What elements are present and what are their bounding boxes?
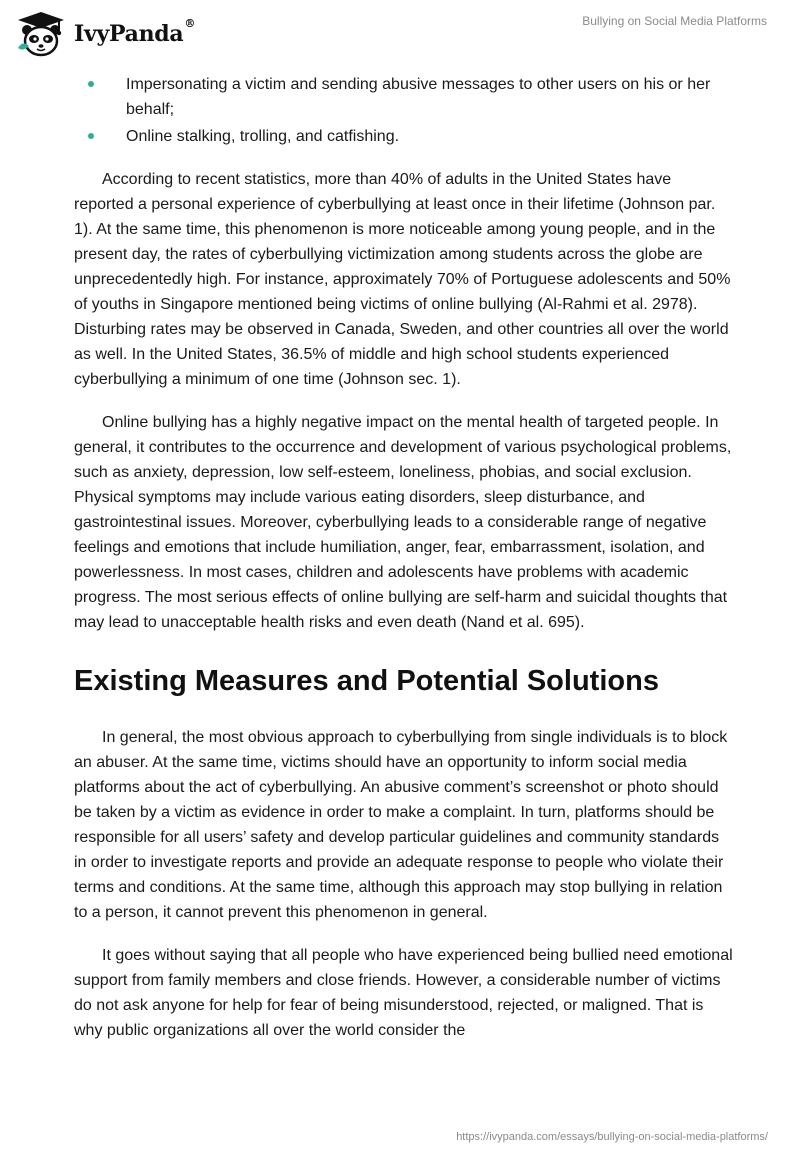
bullet-icon <box>88 81 94 87</box>
paragraph-impact: Online bullying has a highly negative impact on the mental health of targeted people. In general, it contributes to the occurrence and development of various psychological problems, such as anxiety, depression, low self-esteem, loneliness, phobias, and social exclusion. Physical symptoms may include various eating disorders, sleep disturbance, and gastrointestinal issues. Moreover, cyberbullying leads to a considerable range of negative feelings and emotions that include humiliation, anger, fear, embarrassment, isolation, and powerlessness. In most cases, children and adolescents have problems with academic progress. The most serious effects of online bullying are self-harm and suicidal thoughts that may lead to unacceptable health risks and even death (Nand et al. 695). <box>74 414 732 631</box>
paragraph-statistics: According to recent statistics, more than 40% of adults in the United States have reported a personal experience of cyberbullying at least once in their lifetime (Johnson par. 1). At the same time, this phenomenon is more noticeable among young people, and in the present day, the rates of cyberbullying victimization among students across the globe are unprecedentedly high. For instance, approximately 70% of Portuguese adolescents and 50% of youths in Singapore mentioned being victims of online bullying (Al-Rahmi et al. 2978). Disturbing rates may be observed in Canada, Sweden, and other countries all over the world as well. In the United States, 36.5% of middle and high school students experienced cyberbullying a minimum of one time (Johnson sec. 1). <box>74 171 731 388</box>
ivypanda-logo[interactable] <box>14 10 195 58</box>
essay-content <box>74 72 734 1043</box>
paragraph-measures: In general, the most obvious approach to cyberbullying from single individuals is to block an abuser. At the same time, victims should have an opportunity to inform social media platforms about the act of cyberbullying. An abusive comment’s screenshot or photo should be taken by a victim as evidence in order to make a complaint. In turn, platforms should be responsible for all users’ safety and develop particular guidelines and community standards in order to investigate reports and provide an adequate response to people who violate their terms and conditions. At the same time, although this approach may stop bullying in relation to a person, it cannot prevent this phenomenon in general. <box>74 729 728 921</box>
section-heading: Existing Measures and Potential Solutions <box>74 665 659 697</box>
page-header <box>0 0 800 66</box>
list-item-text: Impersonating a victim and sending abusive messages to other users on his or her behalf; <box>126 76 711 118</box>
logo-wordmark: IvyPanda® <box>74 17 196 47</box>
footer-url[interactable]: https://ivypanda.com/essays/bullying-on-social-media-platforms/ <box>456 1131 768 1143</box>
document-title: Bullying on Social Media Platforms <box>582 14 767 28</box>
list-item <box>74 124 734 149</box>
bullet-icon <box>88 133 94 139</box>
paragraph-support: It goes without saying that all people who have experienced being bullied need emotional support from family members and close friends. However, a considerable number of victims do not ask anyone for help for fear of being misunderstood, rejected, or maligned. That is why public organizations all over the world consider the <box>74 947 733 1039</box>
bullet-list <box>74 72 734 149</box>
list-item-text: Online stalking, trolling, and catfishing. <box>126 128 400 145</box>
list-item <box>74 72 734 122</box>
panda-logo-icon <box>14 10 68 58</box>
